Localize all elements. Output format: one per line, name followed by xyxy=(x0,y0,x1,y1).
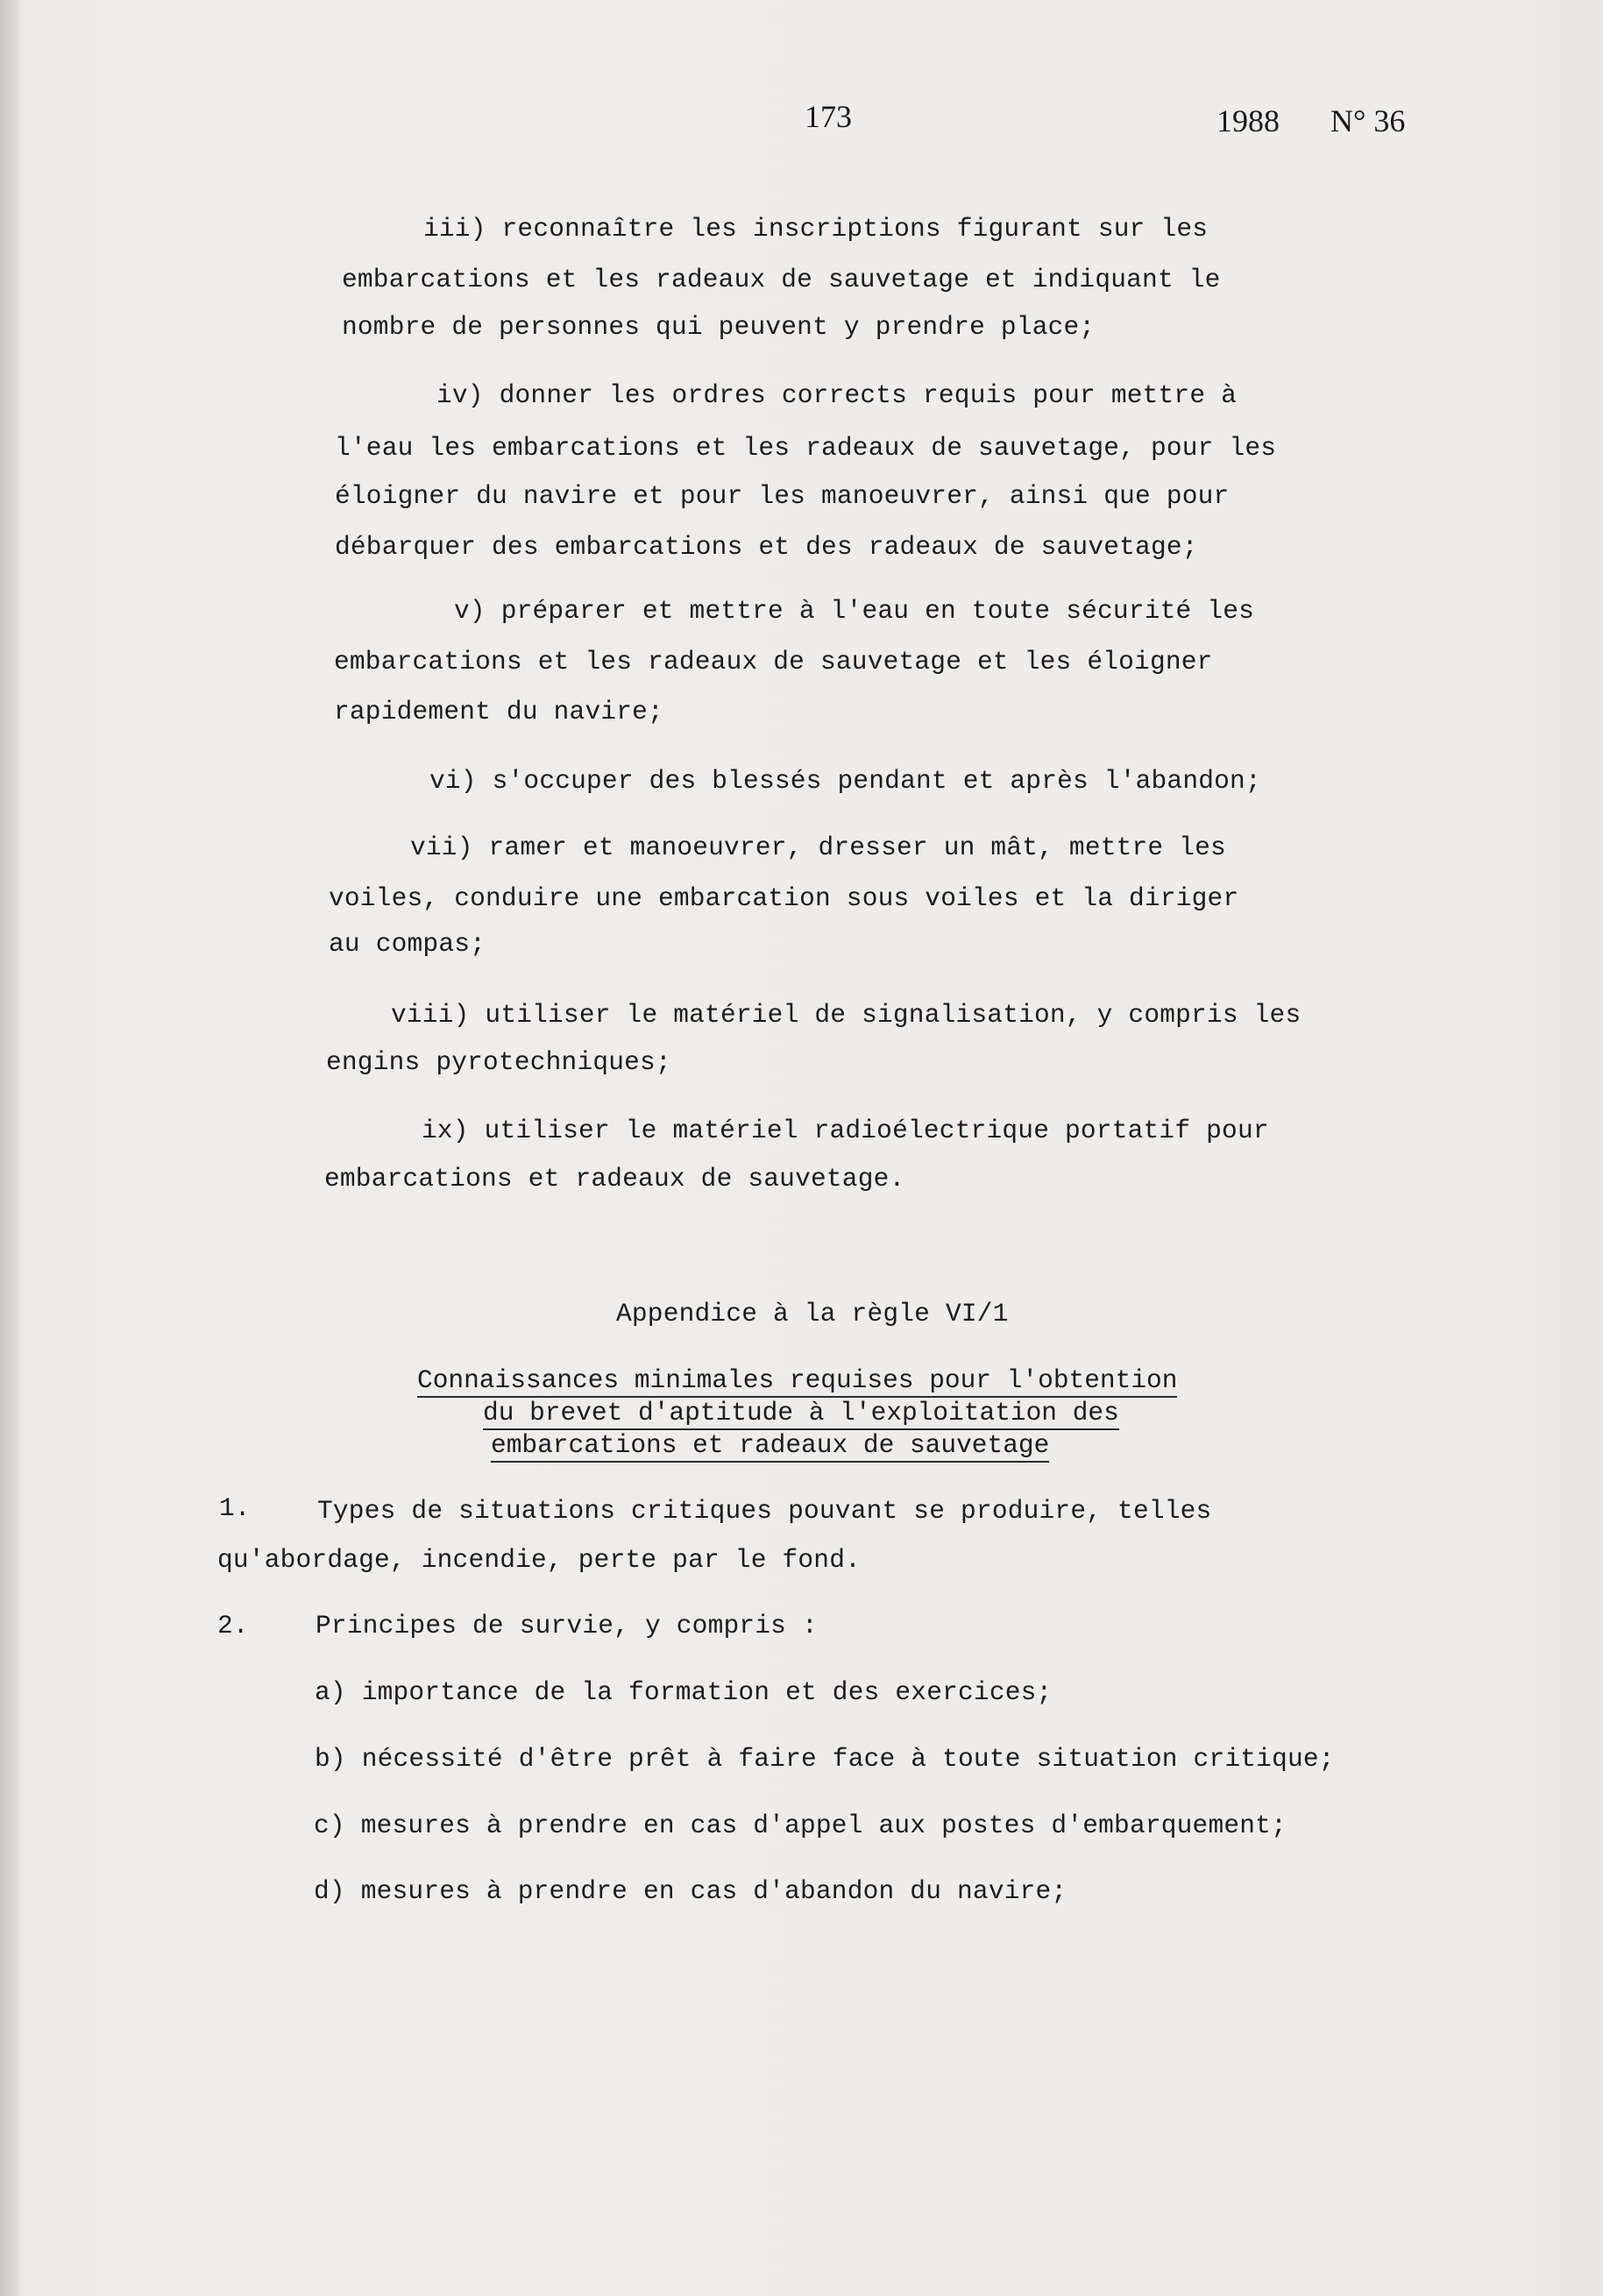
appendix-title-line-2: du brevet d'aptitude à l'exploitation des xyxy=(483,1398,1119,1430)
item-vi-line-1: vi) s'occuper des blessés pendant et après l'abandon; xyxy=(429,766,1261,796)
page-number: 173 xyxy=(805,99,852,134)
item-iv-line-3: éloigner du navire et pour les manoeuvrer, ainsi que pour xyxy=(335,481,1230,511)
item-iii-line-2: embarcations et les radeaux de sauvetage et indiquant le xyxy=(342,265,1221,294)
item-iv-line-1: iv) donner les ordres corrects requis pour mettre à xyxy=(436,380,1238,410)
item-vii-line-3: au compas; xyxy=(329,929,486,959)
item-iv-line-2: l'eau les embarcations et les radeaux de sauvetage, pour les xyxy=(335,433,1277,463)
issue-number: N° 36 xyxy=(1330,103,1406,138)
section-1-number: 1. xyxy=(219,1493,251,1523)
item-iv-line-4: débarquer des embarcations et des radeaux de sauvetage; xyxy=(335,532,1198,562)
item-vii-line-1: vii) ramer et manoeuvrer, dresser un mât, mettre les xyxy=(410,833,1226,862)
item-v-line-1: v) préparer et mettre à l'eau en toute sécurité les xyxy=(454,596,1255,626)
item-v-line-3: rapidement du navire; xyxy=(334,697,663,726)
page-spine-shadow xyxy=(0,0,19,2296)
item-iii-line-1: iii) reconnaître les inscriptions figurant sur les xyxy=(423,214,1209,244)
appendix-heading: Appendice à la règle VI/1 xyxy=(616,1299,1009,1329)
section-2-item-d: d) mesures à prendre en cas d'abandon du navire; xyxy=(314,1876,1067,1906)
item-vii-line-2: voiles, conduire une embarcation sous voiles et la diriger xyxy=(329,883,1239,913)
appendix-title-line-3: embarcations et radeaux de sauvetage xyxy=(491,1430,1049,1463)
section-1-line-1: Types de situations critiques pouvant se produire, telles xyxy=(317,1496,1212,1526)
section-2-number: 2. xyxy=(217,1611,249,1641)
item-v-line-2: embarcations et les radeaux de sauvetage et les éloigner xyxy=(334,647,1213,677)
section-2-item-b: b) nécessité d'être prêt à faire face à toute situation critique; xyxy=(315,1744,1335,1774)
section-2-item-c: c) mesures à prendre en cas d'appel aux postes d'embarquement; xyxy=(314,1811,1287,1840)
section-2-item-a: a) importance de la formation et des exercices; xyxy=(315,1677,1053,1707)
item-iii-line-3: nombre de personnes qui peuvent y prendre place; xyxy=(342,312,1096,342)
item-ix-line-1: ix) utiliser le matériel radioélectrique portatif pour xyxy=(422,1116,1269,1145)
item-viii-line-2: engins pyrotechniques; xyxy=(326,1047,671,1077)
section-2-line-1: Principes de survie, y compris : xyxy=(316,1611,818,1641)
item-viii-line-1: viii) utiliser le matériel de signalisation, y compris les xyxy=(391,1000,1302,1030)
appendix-title-line-1: Connaissances minimales requises pour l'obtention xyxy=(417,1365,1177,1398)
section-1-line-2: qu'abordage, incendie, perte par le fond. xyxy=(217,1545,862,1575)
item-ix-line-2: embarcations et radeaux de sauvetage. xyxy=(324,1164,905,1194)
year: 1988 xyxy=(1216,103,1280,138)
